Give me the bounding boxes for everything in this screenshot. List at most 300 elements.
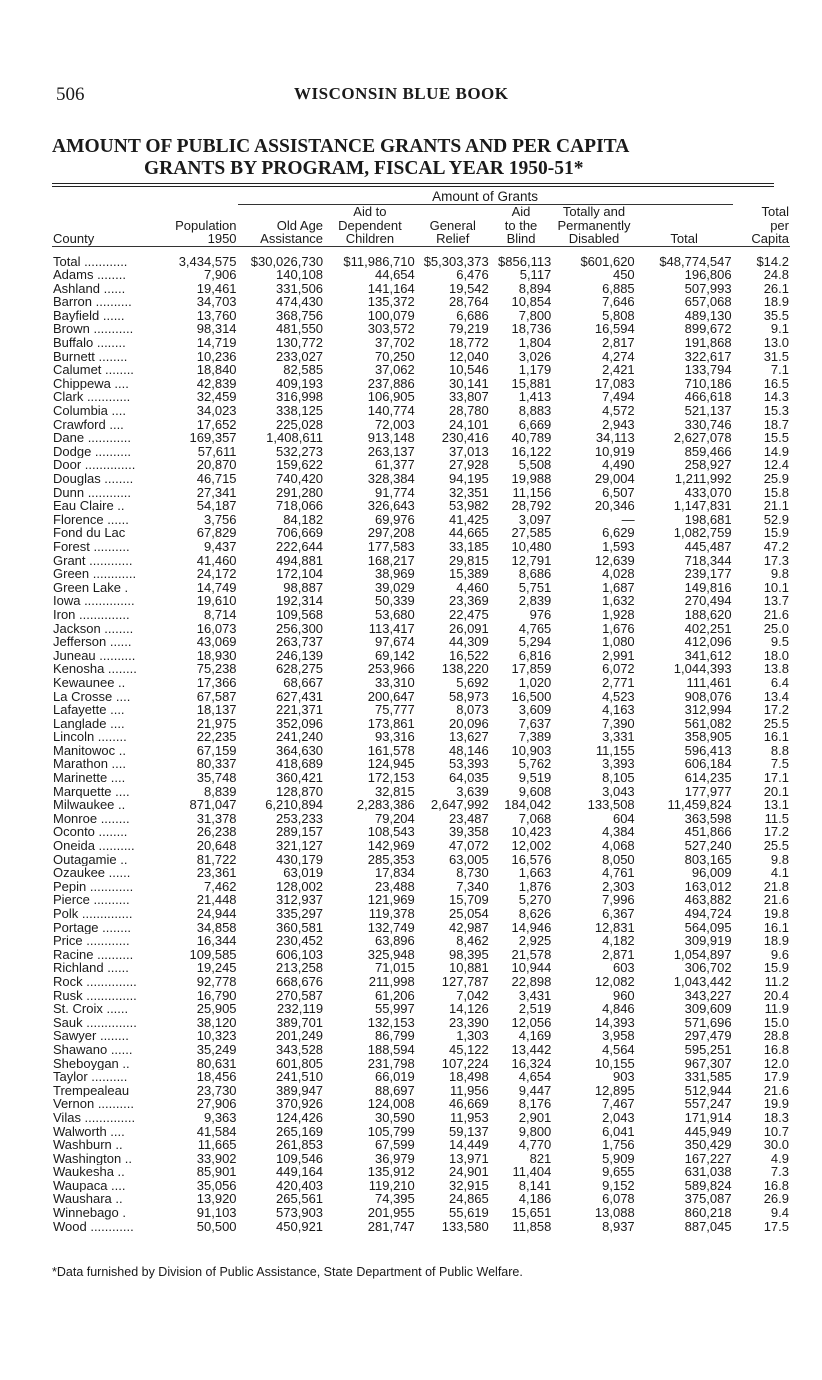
- cell-county: Green ............: [53, 567, 137, 581]
- cell-per-capita: 26.9: [763, 1192, 789, 1207]
- table-row: [52, 540, 790, 554]
- table-row: [52, 363, 790, 377]
- cell-population: 25,905: [196, 1002, 237, 1016]
- col-header-aid-dependent-line-3: Children: [345, 231, 395, 246]
- cell-total: 11,459,824: [667, 798, 732, 812]
- cell-aid-dependent-children: 132,153: [367, 1015, 415, 1030]
- cell-aid-dependent-children: 72,003: [375, 417, 415, 432]
- cell-per-capita: 28.8: [763, 1029, 789, 1043]
- cell-total: 96,009: [691, 866, 732, 880]
- cell-old-age-assistance: 221,371: [276, 703, 324, 717]
- table-row: [52, 499, 790, 513]
- cell-per-capita: 10.7: [763, 1124, 789, 1139]
- cell-total: $48,774,547: [659, 254, 732, 269]
- cell-totally-disabled: 9,655: [602, 1165, 635, 1179]
- cell-totally-disabled: 8,937: [602, 1219, 635, 1234]
- cell-general-relief: 41,425: [449, 512, 489, 527]
- cell-totally-disabled: 7,467: [602, 1097, 635, 1111]
- cell-totally-disabled: 7,996: [602, 893, 635, 907]
- cell-population: 67,159: [196, 743, 237, 758]
- cell-total: 196,806: [684, 268, 732, 282]
- cell-aid-to-blind: 5,751: [518, 580, 552, 595]
- cell-aid-to-blind: 6,816: [518, 648, 552, 663]
- cell-aid-to-blind: 11,858: [512, 1219, 552, 1234]
- cell-total: 306,702: [684, 961, 732, 975]
- cell-totally-disabled: 12,082: [594, 974, 635, 989]
- cell-aid-dependent-children: 172,153: [367, 771, 415, 785]
- cell-aid-dependent-children: 86,799: [375, 1029, 415, 1043]
- cell-aid-dependent-children: 231,798: [367, 1056, 415, 1071]
- col-header-total: [636, 205, 733, 247]
- col-header-old-age-line-1: Old Age: [276, 217, 324, 233]
- cell-total: 887,045: [684, 1219, 732, 1234]
- cell-county: Juneau ..........: [53, 648, 136, 663]
- cell-total: 710,186: [684, 376, 732, 391]
- cell-aid-dependent-children: 142,969: [367, 839, 415, 853]
- cell-county: Richland ......: [53, 961, 129, 975]
- cell-county: Clark ............: [53, 390, 131, 405]
- cell-totally-disabled: 7,390: [602, 716, 635, 731]
- cell-old-age-assistance: 222,644: [276, 539, 324, 554]
- cell-population: 41,584: [196, 1124, 237, 1139]
- cell-aid-to-blind: 5,508: [518, 458, 552, 472]
- cell-old-age-assistance: 291,280: [276, 485, 324, 500]
- cell-old-age-assistance: 6,210,894: [265, 798, 324, 812]
- cell-total: 343,227: [684, 988, 732, 1003]
- col-header-general-relief: [416, 205, 490, 247]
- table-row: [52, 322, 790, 336]
- cell-aid-dependent-children: 328,384: [367, 472, 415, 486]
- cell-per-capita: 11.5: [764, 811, 789, 826]
- table-row: [52, 635, 790, 649]
- cell-county: Ashland ......: [53, 281, 126, 296]
- cell-general-relief: 18,498: [449, 1070, 489, 1084]
- cell-total: 589,824: [684, 1178, 732, 1193]
- cell-old-age-assistance: 253,233: [276, 811, 324, 826]
- cell-county: La Crosse ....: [53, 689, 131, 704]
- cell-aid-dependent-children: 281,747: [367, 1219, 415, 1234]
- cell-old-age-assistance: 109,546: [276, 1151, 324, 1166]
- cell-population: 21,448: [196, 893, 237, 907]
- cell-population: 91,103: [196, 1206, 237, 1220]
- cell-county: Jefferson ......: [53, 635, 132, 649]
- cell-totally-disabled: 4,523: [602, 689, 635, 704]
- cell-old-age-assistance: 740,420: [276, 472, 324, 486]
- cell-population: 7,462: [203, 879, 237, 894]
- table-row: [52, 812, 790, 826]
- cell-aid-to-blind: 16,122: [511, 444, 552, 459]
- cell-per-capita: 13.1: [763, 798, 789, 812]
- cell-old-age-assistance: 233,027: [276, 349, 324, 364]
- cell-aid-to-blind: 5,762: [518, 757, 552, 772]
- cell-population: 23,361: [196, 866, 237, 880]
- table-row: [52, 458, 790, 472]
- cell-county: Rock ..............: [53, 974, 137, 989]
- cell-aid-to-blind: 5,117: [519, 268, 552, 282]
- cell-totally-disabled: 34,113: [595, 431, 635, 445]
- cell-aid-to-blind: 3,026: [518, 349, 552, 364]
- cell-totally-disabled: —: [621, 512, 635, 527]
- table-row: [52, 744, 790, 758]
- cell-totally-disabled: 4,490: [602, 458, 635, 472]
- cell-old-age-assistance: 343,528: [276, 1042, 324, 1057]
- table-row: [52, 893, 790, 907]
- cell-population: 34,703: [196, 295, 237, 309]
- cell-aid-to-blind: 8,176: [518, 1097, 552, 1111]
- cell-per-capita: 25.5: [763, 716, 789, 731]
- cell-aid-dependent-children: 285,353: [367, 852, 415, 867]
- cell-old-age-assistance: 321,127: [276, 839, 324, 853]
- table-row: [52, 336, 790, 350]
- cell-total: 718,344: [684, 553, 732, 568]
- cell-county: Waukesha ..: [53, 1165, 125, 1179]
- cell-per-capita: 19.9: [763, 1097, 789, 1111]
- cell-county: St. Croix ......: [53, 1002, 129, 1016]
- cell-general-relief: 94,195: [449, 472, 489, 486]
- cell-population: 9,437: [203, 539, 237, 554]
- table-row: [52, 1165, 790, 1179]
- cell-population: 38,120: [196, 1015, 237, 1030]
- cell-totally-disabled: 2,817: [602, 336, 635, 350]
- cell-aid-to-blind: 7,637: [518, 716, 552, 731]
- cell-total: 606,184: [684, 757, 732, 772]
- cell-per-capita: 13.4: [763, 689, 789, 704]
- cell-per-capita: 9.1: [770, 322, 789, 337]
- cell-totally-disabled: 903: [612, 1070, 635, 1084]
- cell-totally-disabled: 6,629: [602, 526, 635, 540]
- cell-county: Total ............: [53, 254, 128, 269]
- cell-totally-disabled: 2,943: [602, 417, 635, 432]
- cell-population: 17,652: [196, 417, 237, 432]
- cell-aid-dependent-children: 79,204: [375, 811, 415, 826]
- cell-general-relief: 46,669: [449, 1097, 489, 1111]
- cell-population: 16,344: [196, 934, 237, 948]
- cell-population: 871,047: [189, 798, 237, 812]
- cell-population: 26,238: [196, 825, 237, 840]
- cell-population: 34,023: [196, 404, 237, 418]
- cell-per-capita: 14.9: [763, 444, 789, 459]
- cell-per-capita: 4.1: [770, 866, 789, 880]
- cell-general-relief: 19,542: [449, 281, 489, 296]
- grants-table: [52, 186, 790, 1233]
- cell-general-relief: 29,815: [449, 553, 489, 568]
- cell-general-relief: 8,073: [456, 703, 489, 717]
- cell-totally-disabled: 29,004: [594, 472, 635, 486]
- table-row: [52, 1029, 790, 1043]
- cell-total: 177,977: [684, 784, 732, 799]
- cell-per-capita: 47.2: [763, 539, 789, 554]
- cell-county: Walworth ....: [53, 1124, 125, 1139]
- cell-county: Grant ............: [53, 553, 133, 568]
- cell-totally-disabled: 14,393: [594, 1015, 635, 1030]
- cell-population: 57,611: [197, 444, 237, 459]
- cell-total: 167,227: [684, 1151, 732, 1166]
- table-row: [52, 1057, 790, 1071]
- cell-general-relief: 20,096: [449, 716, 489, 731]
- cell-county: Vernon ..........: [53, 1097, 134, 1111]
- cell-county: Columbia ....: [53, 404, 126, 418]
- cell-county: Langlade ....: [53, 716, 125, 731]
- cell-general-relief: 37,013: [449, 444, 489, 459]
- cell-old-age-assistance: 124,426: [276, 1110, 324, 1125]
- cell-general-relief: 11,956: [449, 1083, 489, 1098]
- cell-population: 31,378: [196, 811, 237, 826]
- cell-per-capita: 12.0: [763, 1056, 789, 1071]
- cell-total: 595,251: [684, 1042, 732, 1057]
- running-head: [52, 84, 772, 108]
- cell-totally-disabled: 2,991: [602, 648, 635, 663]
- cell-general-relief: 13,627: [449, 730, 489, 744]
- cell-total: 330,746: [684, 417, 732, 432]
- cell-aid-to-blind: 1,663: [518, 866, 552, 880]
- cell-county: Iron ..............: [53, 607, 130, 622]
- table-title: [52, 136, 822, 180]
- cell-aid-to-blind: 10,854: [511, 295, 552, 309]
- cell-county: Manitowoc ..: [53, 743, 126, 758]
- cell-population: 18,840: [196, 363, 237, 377]
- cell-county: Jackson ........: [53, 621, 134, 636]
- table-row: [52, 622, 790, 636]
- cell-total: 899,672: [684, 322, 732, 337]
- cell-per-capita: 17.9: [763, 1070, 789, 1084]
- cell-total: 463,882: [684, 893, 732, 907]
- cell-total: 1,082,759: [673, 526, 732, 540]
- cell-aid-dependent-children: 177,583: [367, 539, 415, 554]
- cell-population: 3,756: [203, 512, 237, 527]
- cell-per-capita: 15.8: [763, 485, 789, 500]
- cell-county: Barron ..........: [53, 295, 132, 309]
- cell-aid-to-blind: 21,578: [511, 947, 552, 962]
- cell-aid-dependent-children: 66,019: [375, 1070, 415, 1084]
- cell-totally-disabled: 1,080: [602, 635, 635, 649]
- cell-county: Waushara ..: [53, 1192, 123, 1207]
- cell-old-age-assistance: 718,066: [276, 499, 324, 513]
- cell-aid-dependent-children: 33,310: [375, 675, 415, 690]
- cell-general-relief: 44,309: [449, 635, 489, 649]
- table-row: [52, 934, 790, 948]
- cell-general-relief: 138,220: [441, 662, 489, 676]
- cell-totally-disabled: 20,346: [594, 499, 635, 513]
- cell-total: 466,618: [684, 390, 732, 405]
- cell-general-relief: 11,953: [449, 1110, 489, 1125]
- table-row: [52, 880, 790, 894]
- cell-aid-to-blind: $856,113: [498, 254, 552, 269]
- cell-county: Washburn ..: [53, 1138, 123, 1152]
- cell-general-relief: 6,476: [456, 268, 489, 282]
- table-row: [52, 907, 790, 921]
- cell-totally-disabled: 6,367: [602, 907, 635, 921]
- cell-county: Wood ............: [53, 1219, 134, 1234]
- cell-aid-dependent-children: 173,861: [367, 716, 415, 731]
- cell-old-age-assistance: 532,273: [276, 444, 324, 459]
- cell-totally-disabled: 1,632: [602, 594, 635, 608]
- cell-total: 133,794: [684, 363, 732, 377]
- cell-aid-to-blind: 8,141: [518, 1178, 552, 1193]
- cell-per-capita: 13.0: [763, 336, 789, 350]
- table-row: [52, 581, 790, 595]
- cell-population: 169,357: [189, 431, 237, 445]
- cell-aid-dependent-children: 113,417: [368, 621, 415, 636]
- cell-aid-to-blind: 9,519: [518, 771, 552, 785]
- cell-general-relief: 5,692: [456, 675, 489, 690]
- cell-aid-to-blind: 22,898: [511, 974, 552, 989]
- cell-totally-disabled: 3,331: [602, 730, 635, 744]
- cell-per-capita: 25.9: [763, 472, 789, 486]
- cell-population: 20,870: [196, 458, 237, 472]
- cell-county: Douglas ........: [53, 472, 134, 486]
- cell-total: 198,681: [684, 512, 732, 527]
- cell-county: Shawano ......: [53, 1042, 133, 1057]
- cell-totally-disabled: 133,508: [587, 798, 635, 812]
- cell-aid-to-blind: 9,608: [518, 784, 552, 799]
- cell-county: Outagamie ..: [53, 852, 128, 867]
- cell-old-age-assistance: 128,870: [276, 784, 324, 799]
- cell-per-capita: 17.2: [763, 703, 789, 717]
- cell-old-age-assistance: 627,431: [276, 689, 324, 704]
- col-header-aid-blind-line-3: Blind: [506, 231, 536, 246]
- table-row: [52, 309, 790, 323]
- col-header-county: [52, 205, 156, 247]
- cell-aid-to-blind: 8,686: [518, 567, 552, 581]
- cell-population: 35,056: [196, 1178, 237, 1193]
- cell-total: 527,240: [684, 839, 732, 853]
- cell-population: 67,587: [196, 689, 237, 704]
- table-row: [52, 1125, 790, 1139]
- cell-per-capita: $14.2: [756, 254, 789, 269]
- cell-old-age-assistance: 312,937: [276, 893, 324, 907]
- cell-county: Oneida ..........: [53, 839, 135, 853]
- col-header-aid-blind-line-1: Aid: [511, 204, 531, 219]
- cell-total: 631,038: [684, 1165, 732, 1179]
- cell-aid-dependent-children: 161,578: [367, 743, 415, 758]
- cell-per-capita: 4.9: [770, 1151, 789, 1166]
- cell-total: 171,914: [684, 1110, 732, 1125]
- cell-per-capita: 16.1: [763, 920, 789, 935]
- cell-aid-to-blind: 9,447: [518, 1083, 552, 1098]
- table-row: [52, 1043, 790, 1057]
- cell-per-capita: 52.9: [763, 512, 789, 527]
- cell-total: 860,218: [684, 1206, 732, 1220]
- cell-county: Vilas ..............: [53, 1110, 136, 1125]
- cell-totally-disabled: 12,895: [594, 1083, 635, 1098]
- cell-total: 312,994: [684, 703, 732, 717]
- cell-aid-to-blind: 4,770: [518, 1138, 552, 1152]
- cell-county: Kenosha ........: [53, 662, 137, 676]
- table-row: [52, 662, 790, 676]
- cell-old-age-assistance: 389,947: [276, 1083, 324, 1098]
- cell-per-capita: 9.8: [770, 852, 789, 867]
- cell-county: Buffalo ........: [53, 336, 126, 350]
- cell-general-relief: 18,772: [449, 336, 489, 350]
- cell-total: 489,130: [684, 308, 732, 323]
- cell-aid-to-blind: 13,442: [511, 1042, 552, 1057]
- cell-totally-disabled: 6,041: [602, 1124, 635, 1139]
- cell-old-age-assistance: 331,506: [276, 281, 324, 296]
- table-row: [52, 567, 790, 581]
- cell-population: 92,778: [196, 974, 237, 989]
- cell-aid-dependent-children: 237,886: [367, 376, 415, 391]
- cell-aid-to-blind: 2,925: [518, 934, 552, 948]
- table-row: [52, 526, 790, 540]
- cell-old-age-assistance: 225,028: [276, 417, 324, 432]
- cell-general-relief: 10,546: [449, 363, 489, 377]
- cell-aid-to-blind: 3,609: [518, 703, 552, 717]
- cell-population: 85,901: [196, 1165, 237, 1179]
- column-header-row: [52, 205, 790, 247]
- cell-general-relief: 79,219: [449, 322, 489, 337]
- cell-total: 149,816: [684, 580, 732, 595]
- table-row: [52, 961, 790, 975]
- cell-old-age-assistance: 265,169: [276, 1124, 324, 1139]
- cell-total: 322,617: [684, 349, 732, 364]
- cell-totally-disabled: 4,274: [602, 349, 635, 364]
- cell-general-relief: $5,303,373: [423, 254, 489, 269]
- cell-county: Marquette ....: [53, 784, 130, 799]
- table-row: [52, 594, 790, 608]
- cell-population: 32,459: [196, 390, 237, 405]
- cell-county: Portage ........: [53, 920, 132, 935]
- cell-population: 20,648: [196, 839, 237, 853]
- cell-old-age-assistance: 82,585: [283, 363, 324, 377]
- cell-county: Oconto ........: [53, 825, 128, 840]
- cell-population: 11,665: [197, 1138, 237, 1152]
- cell-aid-to-blind: 10,423: [511, 825, 552, 840]
- cell-general-relief: 98,395: [449, 947, 489, 962]
- table-row: [52, 1002, 790, 1016]
- cell-per-capita: 18.7: [763, 417, 789, 432]
- cell-county: Pepin ............: [53, 879, 134, 894]
- cell-general-relief: 39,358: [449, 825, 489, 840]
- cell-aid-to-blind: 1,020: [518, 675, 552, 690]
- cell-total: 1,211,992: [674, 472, 732, 486]
- cell-old-age-assistance: 352,096: [276, 716, 324, 731]
- table-row: [52, 989, 790, 1003]
- cell-aid-dependent-children: 201,955: [367, 1206, 415, 1220]
- cell-aid-dependent-children: 132,749: [367, 920, 415, 935]
- cell-aid-to-blind: 7,068: [518, 811, 552, 826]
- cell-totally-disabled: 12,639: [594, 553, 635, 568]
- cell-aid-to-blind: 27,585: [511, 526, 552, 540]
- col-header-totally-disabled-line-1: Totally and: [562, 204, 626, 219]
- cell-aid-dependent-children: 50,339: [375, 594, 415, 608]
- cell-aid-to-blind: 3,431: [518, 988, 552, 1003]
- cell-general-relief: 48,146: [449, 743, 489, 758]
- cell-total: 507,993: [684, 281, 732, 296]
- cell-county: Polk ..............: [53, 907, 133, 921]
- cell-total: 557,247: [684, 1097, 732, 1111]
- cell-county: Bayfield ......: [53, 308, 125, 323]
- cell-county: Fond du Lac: [53, 526, 126, 540]
- cell-old-age-assistance: 481,550: [276, 322, 324, 337]
- table-row: [52, 1179, 790, 1193]
- cell-county: Trempealeau: [53, 1083, 130, 1098]
- table-row: [52, 445, 790, 459]
- table-row: [52, 948, 790, 962]
- cell-population: 10,236: [196, 349, 237, 364]
- cell-old-age-assistance: 573,903: [276, 1206, 324, 1220]
- cell-per-capita: 13.7: [763, 594, 789, 608]
- cell-aid-dependent-children: 23,488: [375, 879, 415, 894]
- cell-general-relief: 28,764: [449, 295, 489, 309]
- cell-aid-to-blind: 11,404: [512, 1165, 552, 1179]
- cell-aid-dependent-children: 39,029: [375, 580, 415, 595]
- cell-aid-to-blind: 28,792: [511, 499, 552, 513]
- cell-county: Florence ......: [53, 512, 129, 527]
- cell-old-age-assistance: 213,258: [276, 961, 324, 975]
- cell-general-relief: 13,971: [449, 1151, 489, 1166]
- cell-population: 18,930: [196, 648, 237, 663]
- cell-population: 18,456: [196, 1070, 237, 1084]
